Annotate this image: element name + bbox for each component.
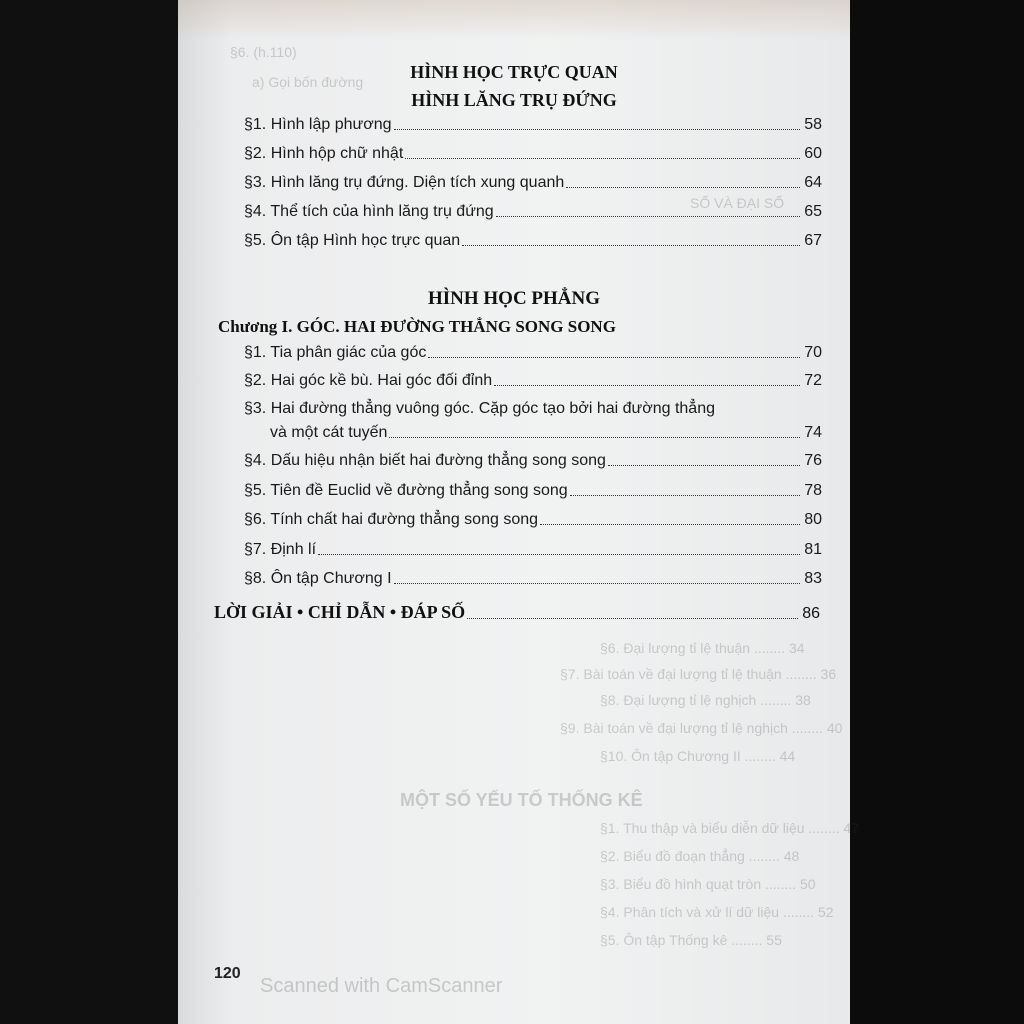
show-through-text: §6. (h.110) [230,44,297,60]
show-through-text: §8. Đại lượng tỉ lệ nghịch ........ 38 [600,692,811,708]
section-heading-plane-geometry: HÌNH HỌC PHẲNG [427,288,601,309]
toc-entry[interactable] [244,232,822,250]
dot-leader [494,384,800,386]
toc-entry-page: 74 [804,424,822,441]
dot-leader [467,617,798,619]
toc-entry-title: §4. Thể tích của hình lăng trụ đứng [244,203,494,220]
toc-entry[interactable] [244,372,822,390]
show-through-text: §5. Ôn tập Thống kê ........ 55 [600,932,782,948]
toc-entry-title: §8. Ôn tập Chương I [244,570,392,587]
toc-entry-line2[interactable] [270,424,822,442]
toc-entry[interactable] [244,482,822,500]
toc-entry-page: 80 [804,511,822,528]
show-through-text: SỐ VÀ ĐẠI SỐ [690,195,785,211]
dot-leader [608,464,800,466]
toc-entry-page: 65 [804,203,822,220]
toc-entry-title: §7. Định lí [244,541,317,558]
toc-entry-title: §1. Tia phân giác của góc [244,344,427,361]
toc-entry-title: §2. Hình hộp chữ nhật [244,145,404,162]
toc-entry[interactable] [244,203,822,221]
toc-entry-page: 70 [804,344,822,361]
toc-entry[interactable] [244,570,822,588]
toc-entry-title: §3. Hình lăng trụ đứng. Diện tích xung quanh [244,174,565,191]
toc-entry[interactable] [244,344,822,362]
show-through-text: a) Gọi bốn đường [252,74,364,90]
dot-leader [389,436,800,438]
toc-entry-answers[interactable] [214,602,820,623]
dot-leader [570,494,801,496]
toc-entry[interactable] [244,174,822,192]
toc-entry-page: 60 [804,145,822,162]
background-edge [850,0,1024,1024]
dot-leader [318,553,800,555]
toc-entry-page: 72 [804,372,822,389]
dot-leader [496,215,801,217]
toc-entry-page: 64 [804,174,822,191]
toc-entry-page: 58 [804,116,822,133]
section-heading-visual-geometry: HÌNH HỌC TRỰC QUAN [410,62,618,82]
toc-entry-title: LỜI GIẢI • CHỈ DẪN • ĐÁP SỐ [214,602,466,622]
show-through-text: §7. Bài toán về đại lượng tỉ lệ thuận ........ 36 [560,666,837,682]
toc-entry-page: 81 [804,541,822,558]
show-through-text: §10. Ôn tập Chương II ........ 44 [600,748,796,764]
show-through-text: MỘT SỐ YẾU TỐ THỐNG KÊ [400,790,643,810]
chapter-heading: Chương I. GÓC. HAI ĐƯỜNG THẲNG SONG SONG [218,317,616,336]
dot-leader [428,356,800,358]
show-through-text: §3. Biểu đồ hình quạt tròn ........ 50 [600,876,816,892]
toc-entry-title: §5. Tiên đề Euclid về đường thẳng song song [244,482,568,499]
scanner-watermark: Scanned with CamScanner [260,975,503,997]
toc-entry-title: §5. Ôn tập Hình học trực quan [244,232,461,249]
section-subheading-prism: HÌNH LĂNG TRỤ ĐỨNG [411,90,617,110]
show-through-text: §6. Đại lượng tỉ lệ thuận ........ 34 [600,640,805,656]
toc-entry-title: §3. Hai đường thẳng vuông góc. Cặp góc tạo bởi hai đường thẳng [244,400,715,417]
dot-leader [462,244,800,246]
toc-entry-title: §2. Hai góc kề bù. Hai góc đối đỉnh [244,372,493,389]
show-through-text: §1. Thu thập và biểu diễn dữ liệu ........ 47 [600,820,859,836]
toc-entry-page: 76 [804,452,822,469]
dot-leader [405,157,800,159]
page-shadow [178,0,850,40]
show-through-text: §4. Phân tích và xử lí dữ liệu ........ 52 [600,904,834,920]
toc-entry-page: 86 [802,605,820,622]
show-through-text: §9. Bài toán về đại lượng tỉ lệ nghịch ........ 40 [560,720,843,736]
dot-leader [394,582,801,584]
toc-entry-title: §4. Dấu hiệu nhận biết hai đường thẳng song song [244,452,606,469]
toc-entry[interactable] [244,452,822,470]
toc-entry[interactable] [244,541,822,559]
show-through-text: §2. Biểu đồ đoạn thẳng ........ 48 [600,848,800,864]
toc-entry-page: 78 [804,482,822,499]
toc-entry[interactable] [244,145,822,163]
toc-entry-line1[interactable] [244,400,822,418]
toc-entry-page: 83 [804,570,822,587]
dot-leader [566,186,800,188]
toc-entry-title: §1. Hình lập phương [244,116,392,133]
toc-entry-page: 67 [804,232,822,249]
dot-leader [394,128,801,130]
toc-entry[interactable] [244,511,822,529]
dot-leader [540,523,800,525]
page-number: 120 [214,965,241,982]
toc-entry-title: §6. Tính chất hai đường thẳng song song [244,511,539,528]
toc-entry-title-continued: và một cát tuyến [270,424,388,441]
toc-entry[interactable] [244,116,822,134]
